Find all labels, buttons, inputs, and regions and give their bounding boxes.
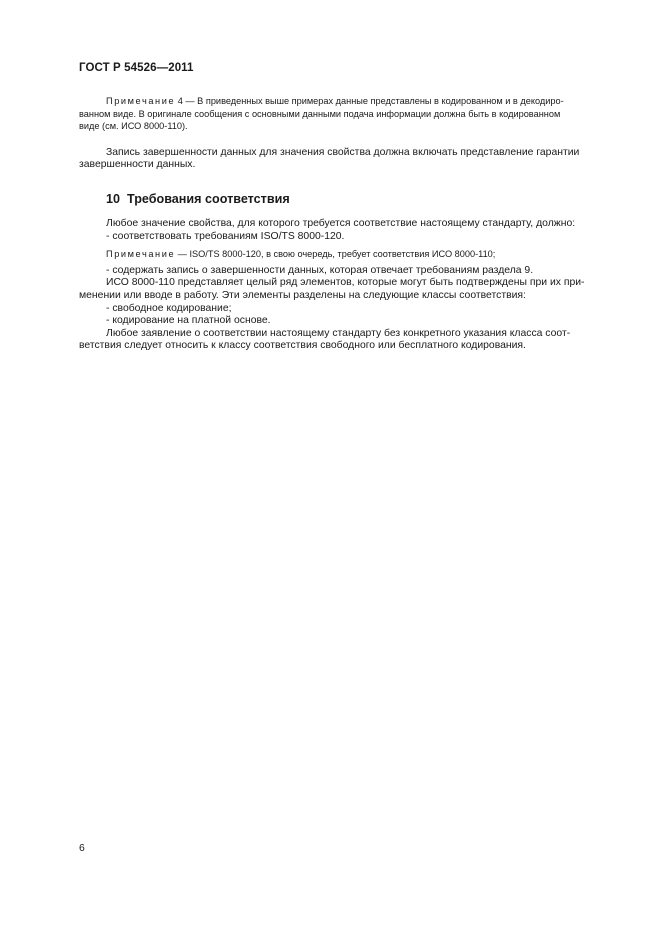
completeness-line-1: Запись завершенности данных для значения свойства должна включать представление гарантии (106, 146, 580, 158)
section-10-heading (79, 192, 615, 206)
requirements-note (79, 248, 615, 261)
conformance-class-1: - свободное кодирование; (106, 302, 232, 314)
page-number: 6 (79, 843, 85, 854)
conformance-class-2: - кодирование на платной основе. (106, 315, 271, 327)
section-10-title: Требования соответствия (127, 191, 290, 206)
page-content (79, 95, 615, 353)
declaration-line-1: Любое заявление о соответствии настоящему стандарту без конкретного указания класса соот- (106, 327, 571, 339)
requirement-item-2: - содержать запись о завершенности данных, которая отвечает требованиям раздела 9. (106, 264, 534, 276)
requirements-block-2 (79, 265, 615, 278)
iso-line-1: ИСО 8000-110 представляет целый ряд элементов, которые могут быть подтверждены при их при- (106, 277, 585, 289)
requirements-intro: Любое значение свойства, для которого требуется соответствие настоящему стандарту, должно: (106, 217, 576, 229)
section-10-number: 10 (106, 191, 121, 206)
completeness-line-2: завершенности данных. (79, 159, 196, 171)
declaration-line-2: ветствия следует относить к классу соответствия свободного или бесплатного кодирования. (79, 340, 526, 352)
note-4-label: Примечание (106, 96, 176, 106)
document-code-header: ГОСТ Р 54526—2011 (79, 62, 194, 74)
requirement-item-1: - соответствовать требованиям ISO/TS 8000-120. (106, 230, 345, 242)
note-4-line-3: виде (см. ИСО 8000-110). (79, 121, 188, 132)
iso-line-2: менении или вводе в работу. Эти элементы разделены на следующие классы соответствия: (79, 289, 526, 301)
note-4-line-1: Примечание 4 — В приведенных выше примерах данные представлены в кодированном и в декодиро- (106, 96, 564, 106)
completeness-paragraph (79, 147, 615, 172)
iso-paragraph (79, 277, 615, 327)
requirements-note-label: Примечание (106, 249, 176, 260)
note-4-line-2: ванном виде. В оригинале сообщения с основными данными подача информации должна быть в кодированном (79, 108, 561, 119)
note-4 (79, 95, 615, 133)
requirements-block (79, 218, 615, 243)
declaration-paragraph (79, 328, 615, 353)
note-4-number: 4 (177, 96, 183, 106)
requirements-note-text: — ISO/TS 8000-120, в свою очередь, требует соответствия ИСО 8000-110; (175, 249, 496, 260)
